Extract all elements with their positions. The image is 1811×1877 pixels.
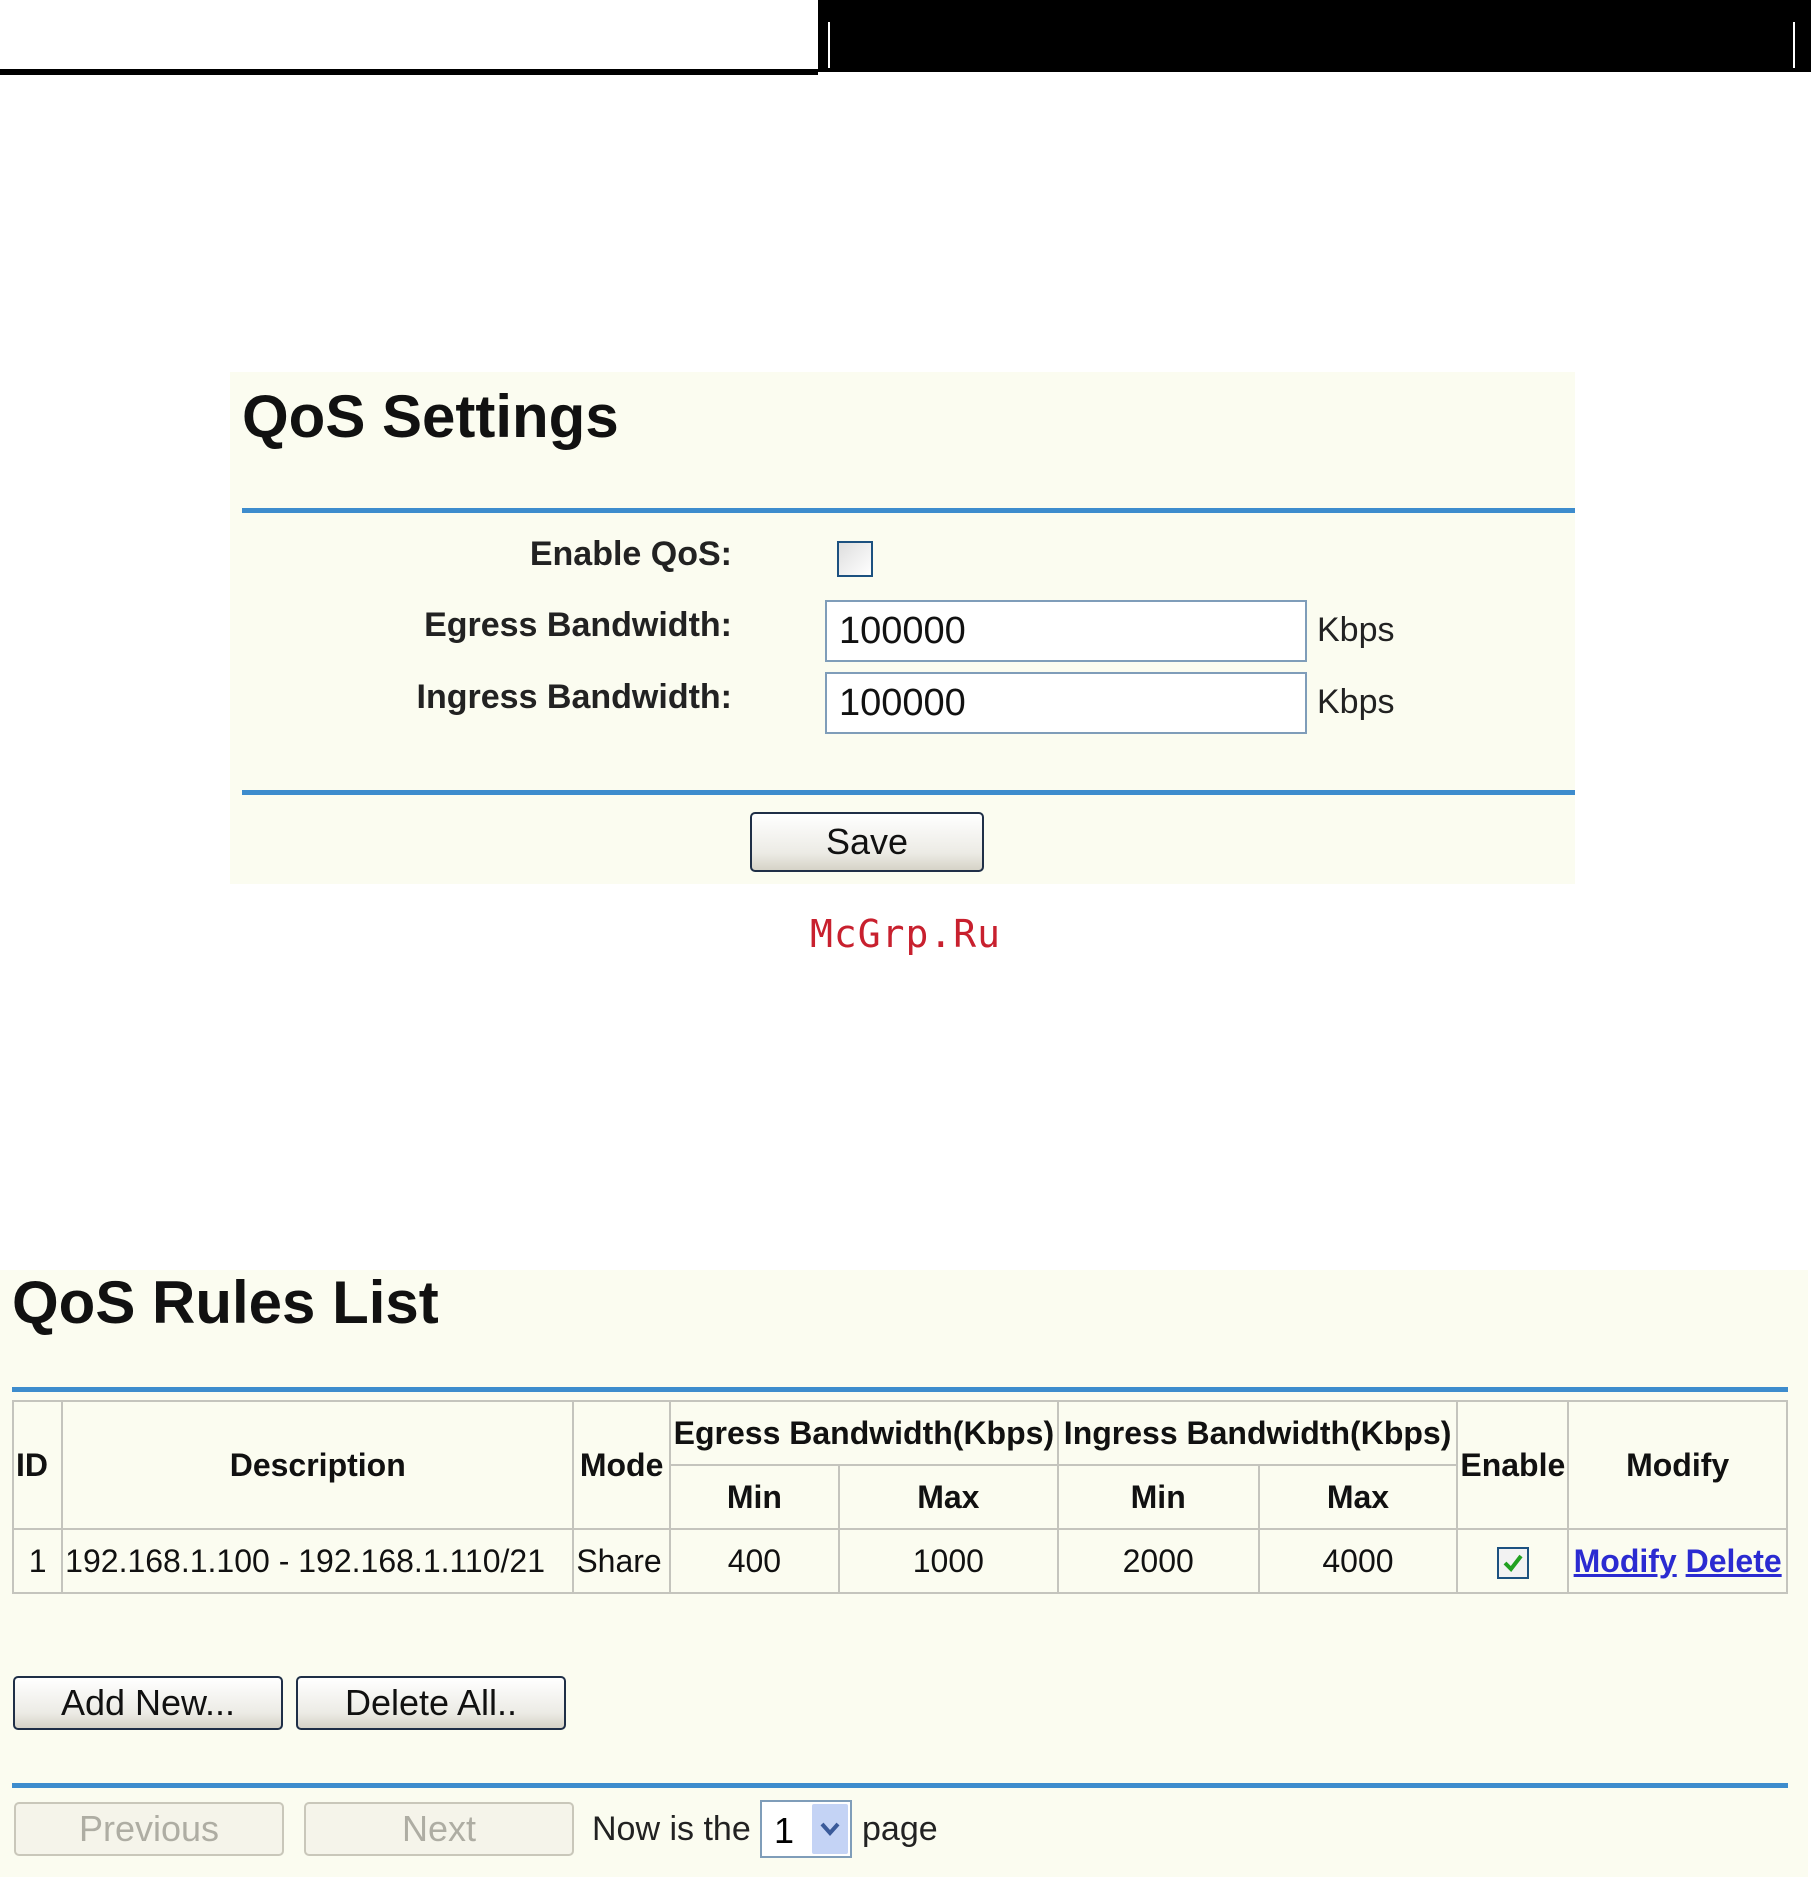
ingress-bandwidth-input[interactable]: 100000 [825, 672, 1307, 734]
cell-ingress-min: 2000 [1058, 1529, 1259, 1593]
egress-bandwidth-input[interactable]: 100000 [825, 600, 1307, 662]
modify-link[interactable]: Modify [1573, 1542, 1677, 1579]
settings-bottom-rule [242, 790, 1575, 795]
save-button[interactable]: Save [750, 812, 984, 872]
delete-all-button[interactable]: Delete All.. [296, 1676, 566, 1730]
checkmark-icon [1501, 1551, 1525, 1575]
header-modify: Modify [1568, 1401, 1787, 1529]
header-egress-min: Min [670, 1465, 839, 1529]
qos-rules-table [12, 1400, 1788, 1594]
header-description: Description [62, 1401, 573, 1529]
header-egress-bandwidth: Egress Bandwidth(Kbps) [670, 1401, 1058, 1465]
header-id: ID [13, 1401, 62, 1529]
watermark-text: McGrp.Ru [809, 912, 1002, 956]
settings-top-rule [242, 508, 1575, 513]
pagination-page-text: page [862, 1810, 938, 1848]
enable-qos-checkbox[interactable] [837, 541, 873, 577]
add-new-button[interactable]: Add New... [13, 1676, 283, 1730]
header-mode: Mode [573, 1401, 670, 1529]
cell-enable [1457, 1529, 1568, 1593]
pagination-now-text: Now is the [592, 1810, 751, 1848]
header-tick-left [828, 22, 830, 68]
header-tick-right [1793, 22, 1795, 68]
header-rule [0, 69, 818, 75]
rule-enable-checkbox[interactable] [1497, 1547, 1529, 1579]
header-bar [818, 0, 1811, 72]
qos-rules-title: QoS Rules List [12, 1269, 439, 1336]
delete-link[interactable]: Delete [1685, 1542, 1782, 1579]
next-button[interactable]: Next [304, 1802, 574, 1856]
chevron-down-icon[interactable] [812, 1804, 848, 1854]
egress-bandwidth-label: Egress Bandwidth: [424, 606, 732, 644]
enable-qos-label: Enable QoS: [529, 535, 732, 573]
egress-unit: Kbps [1317, 611, 1395, 649]
rules-bottom-rule [12, 1783, 1788, 1788]
cell-egress-min: 400 [670, 1529, 839, 1593]
table-row [13, 1529, 1787, 1593]
header-egress-max: Max [839, 1465, 1058, 1529]
rules-top-rule [12, 1387, 1788, 1392]
header-ingress-min: Min [1058, 1465, 1259, 1529]
cell-modify [1568, 1529, 1787, 1593]
header-ingress-bandwidth: Ingress Bandwidth(Kbps) [1058, 1401, 1458, 1465]
ingress-unit: Kbps [1317, 683, 1395, 721]
cell-egress-max: 1000 [839, 1529, 1058, 1593]
header-enable: Enable [1457, 1401, 1568, 1529]
header-ingress-max: Max [1259, 1465, 1458, 1529]
cell-id: 1 [13, 1529, 62, 1593]
cell-ingress-max: 4000 [1259, 1529, 1458, 1593]
ingress-bandwidth-label: Ingress Bandwidth: [416, 678, 732, 716]
cell-description: 192.168.1.100 - 192.168.1.110/21 [62, 1529, 573, 1593]
page-select-value: 1 [774, 1810, 795, 1851]
qos-settings-title: QoS Settings [242, 383, 619, 450]
page-select[interactable] [760, 1800, 852, 1858]
cell-mode: Share [573, 1529, 670, 1593]
table-header-row [13, 1401, 1787, 1465]
previous-button[interactable]: Previous [14, 1802, 284, 1856]
